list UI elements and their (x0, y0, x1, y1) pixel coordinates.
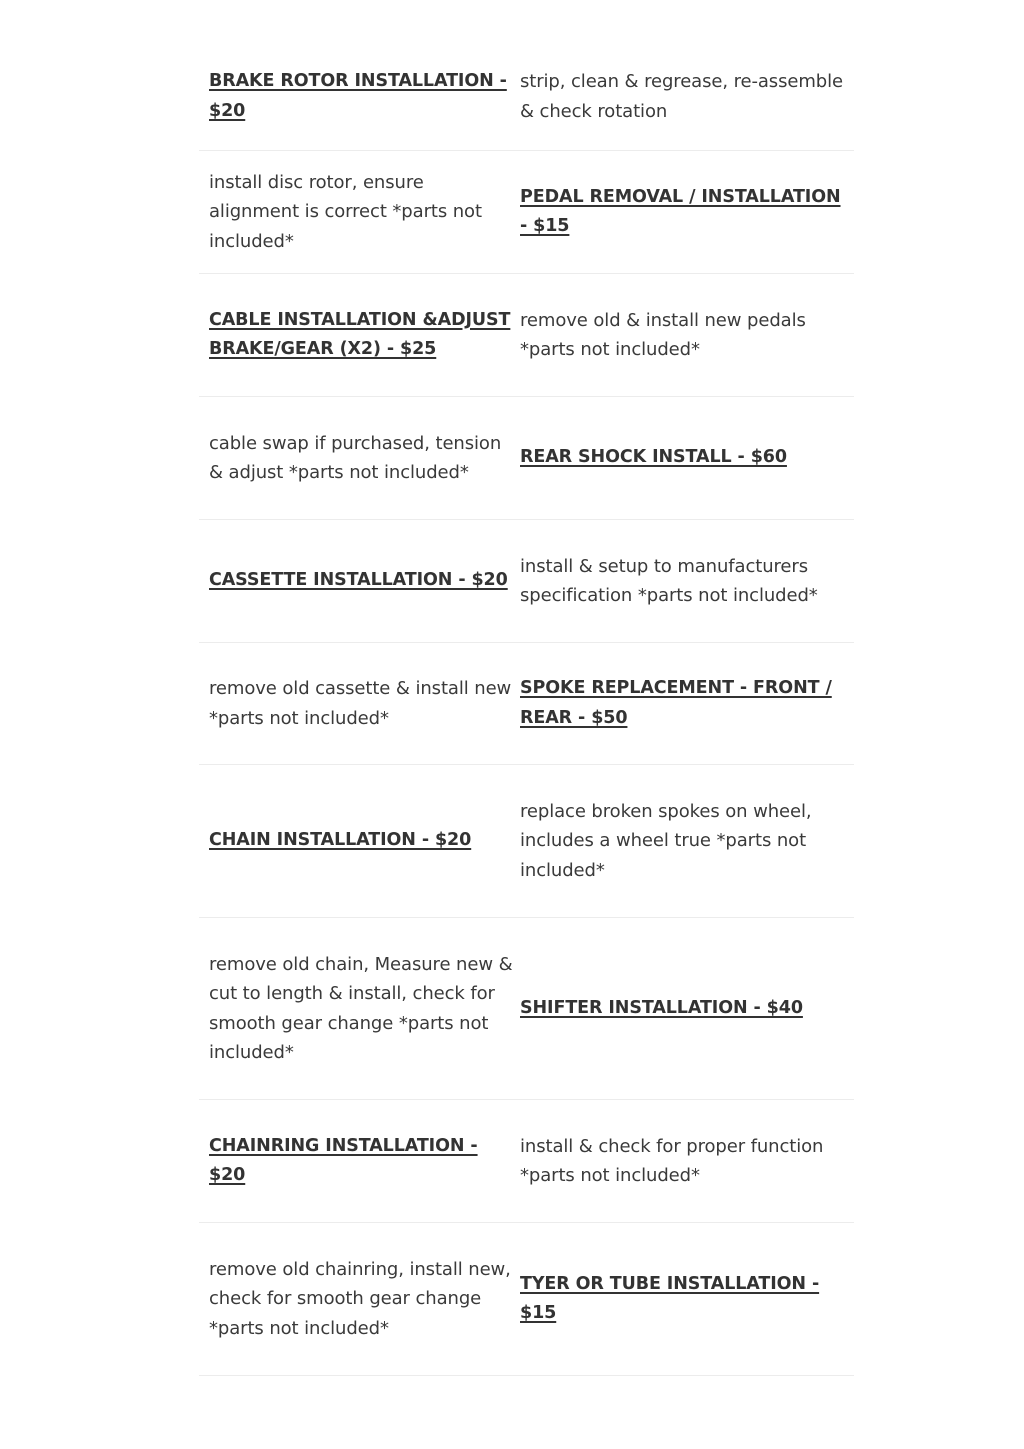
table-row (199, 43, 854, 151)
table-row (199, 643, 854, 765)
service-description: install disc rotor, ensure alignment is correct *parts not included* (209, 171, 482, 252)
service-description: remove old cassette & install new *parts not included* (209, 678, 512, 729)
service-description: remove old chainring, install new, check for smooth gear change *parts not included* (209, 1258, 511, 1339)
service-title: REAR SHOCK INSTALL - $60 (520, 447, 787, 468)
service-title: CABLE INSTALLATION &ADJUST BRAKE/GEAR (X2) - $25 (209, 309, 511, 359)
service-title: TYER OR TUBE INSTALLATION - $15 (520, 1273, 820, 1323)
table-row (199, 520, 854, 643)
table-row (199, 151, 854, 274)
service-description: cable swap if purchased, tension & adjust *parts not included* (209, 432, 502, 483)
table-row (199, 397, 854, 520)
service-title: CHAIN INSTALLATION - $20 (209, 830, 472, 851)
table-row (199, 274, 854, 397)
service-description: strip, clean & regrease, re-assemble & check rotation (520, 71, 843, 122)
table-row (199, 918, 854, 1100)
table-row (199, 1100, 854, 1223)
service-title: CASSETTE INSTALLATION - $20 (209, 570, 508, 591)
service-description: remove old chain, Measure new & cut to length & install, check for smooth gear change *parts not included* (209, 953, 513, 1063)
services-table (199, 43, 854, 1376)
service-description: replace broken spokes on wheel, includes a wheel true *parts not included* (520, 800, 812, 881)
service-description: remove old & install new pedals *parts not included* (520, 309, 806, 360)
service-title: SPOKE REPLACEMENT - FRONT / REAR - $50 (520, 678, 832, 728)
service-title: SHIFTER INSTALLATION - $40 (520, 997, 803, 1018)
service-title: PEDAL REMOVAL / INSTALLATION - $15 (520, 186, 841, 236)
service-title: BRAKE ROTOR INSTALLATION - $20 (209, 71, 507, 121)
table-row (199, 1223, 854, 1376)
table-row (199, 765, 854, 918)
service-description: install & setup to manufacturers specification *parts not included* (520, 555, 818, 606)
service-title: CHAINRING INSTALLATION - $20 (209, 1135, 478, 1185)
service-description: install & check for proper function *parts not included* (520, 1135, 824, 1186)
